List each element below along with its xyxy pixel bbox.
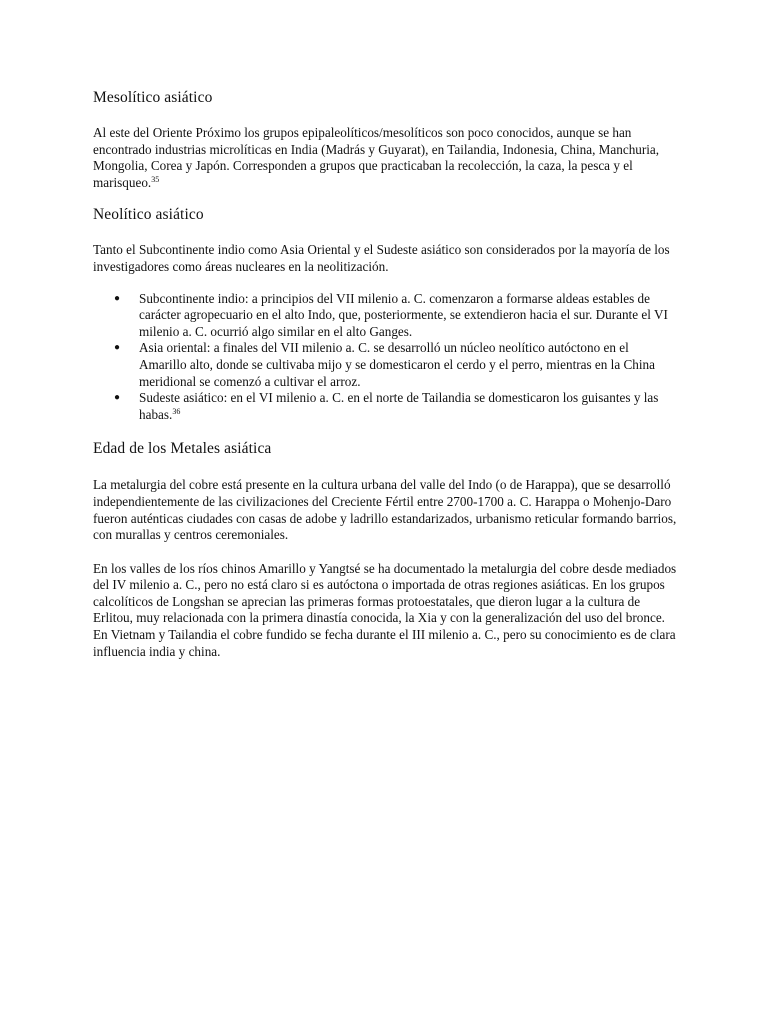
heading-neolitico: Neolítico asiático xyxy=(93,206,204,224)
heading-mesolitico: Mesolítico asiático xyxy=(93,89,213,106)
paragraph-metales-1: La metalurgia del cobre está presente en la cultura urbana del valle del Indo (o de Harappa), que se desarrolló independientemente de las civilizaciones del Creciente Fértil entre 2700-1700 a. C. Harappa o Mohenjo-Daro fueron auténticas ciudades con casas de adobe y ladrillo estandarizados, urbanismo reticular formando barrios, con murallas y centros ceremoniales. xyxy=(93,477,677,543)
footnote-ref[interactable]: 35 xyxy=(151,174,160,184)
bullet-list-neolitico xyxy=(93,291,678,424)
list-item xyxy=(93,390,678,423)
paragraph-text: Al este del Oriente Próximo los grupos epipaleolíticos/mesolíticos son poco conocidos, aunque se han encontrado industrias microlíticas en India (Madrás y Guyarat), en Tailandia, Indonesia, China, Manchuria, Mongolia, Corea y Japón. Corresponden a grupos que practicaban la recolección, la caza, la pesca y el marisqueo. xyxy=(93,125,660,190)
list-item-text: Subcontinente indio: a principios del VII milenio a. C. comenzaron a formarse aldeas estables de carácter agropecuario en el alto Indo, que, posteriormente, se extendieron hacia el sur. Durante el VI milenio a. C. ocurrió algo similar en el alto Ganges. xyxy=(139,290,668,339)
bullet-icon: ● xyxy=(114,342,121,354)
list-item-text: Sudeste asiático: en el VI milenio a. C. en el norte de Tailandia se domesticaron los guisantes y las habas. xyxy=(139,390,659,422)
bullet-icon: ● xyxy=(114,292,121,304)
heading-edad-metales: Edad de los Metales asiática xyxy=(93,440,272,458)
footnote-ref[interactable]: 36 xyxy=(172,406,181,416)
list-item xyxy=(93,291,678,341)
paragraph-neolitico: Tanto el Subcontinente indio como Asia Oriental y el Sudeste asiático son considerados por la mayoría de los investigadores como áreas nucleares en la neolitización. xyxy=(93,242,670,274)
list-item-text: Asia oriental: a finales del VII milenio a. C. se desarrolló un núcleo neolítico autóctono en el Amarillo alto, donde se cultivaba mijo y se domesticaron el cerdo y el perro, mientras en la China meridional se comenzó a cultivar el arroz. xyxy=(139,340,655,389)
list-item xyxy=(93,340,678,390)
paragraph-mesolitico xyxy=(93,125,678,191)
paragraph-metales-2: En los valles de los ríos chinos Amarillo y Yangtsé se ha documentado la metalurgia del cobre desde mediados del IV milenio a. C., pero no está claro si es autóctona o importada de otras regiones asiáticas. En los grupos calcolíticos de Longshan se aprecian las primeras formas protoestatales, que dieron lugar a la cultura de Erlitou, muy relacionada con la primera dinastía conocida, la Xia y con la generalización del uso del bronce. En Vietnam y Tailandia el cobre fundido se fecha durante el III milenio a. C., pero su conocimiento es de clara influencia india y china. xyxy=(93,560,677,659)
bullet-icon: ● xyxy=(114,392,121,404)
document-page xyxy=(93,88,678,660)
